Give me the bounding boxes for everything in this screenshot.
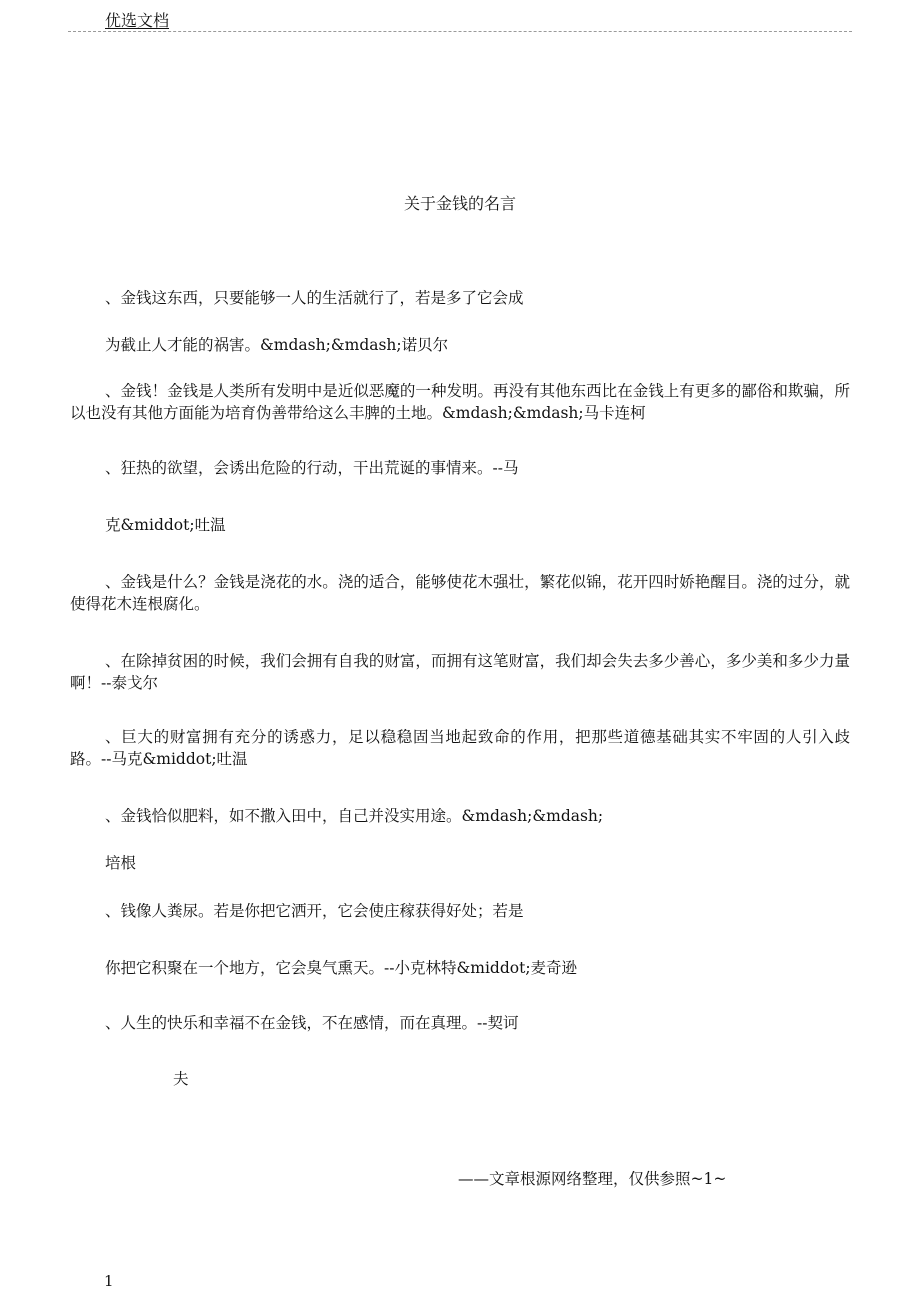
text-line: 克&middot;吐温 bbox=[105, 516, 226, 534]
text-line: 、人生的快乐和幸福不在金钱，不在感情，而在真理。--契诃 bbox=[105, 1014, 519, 1032]
text-line: 、钱像人粪尿。若是你把它洒开，它会使庄稼获得好处；若是 bbox=[105, 902, 524, 920]
text-line: 为截止人才能的祸害。&mdash;&mdash;诺贝尔 bbox=[105, 336, 449, 354]
text-line: 夫 bbox=[173, 1070, 189, 1088]
text-paragraph: 、金钱！金钱是人类所有发明中是近似恶魔的一种发明。再没有其他东西比在金钱上有更多的鄙俗和欺骗，所以也没有其他方面能为培育伪善带给这么丰脾的土地。&mdash;&mdash;马卡连柯 bbox=[70, 382, 850, 422]
source-note: ——文章根源网络整理，仅供参照~1~ bbox=[458, 1170, 727, 1188]
document-title: 关于金钱的名言 bbox=[403, 194, 516, 213]
header-label: 优选文档 bbox=[105, 11, 170, 30]
header-divider bbox=[68, 31, 852, 32]
text-line: 、狂热的欲望，会诱出危险的行动，干出荒诞的事情来。--马 bbox=[105, 459, 519, 477]
text-paragraph: 、巨大的财富拥有充分的诱惑力，足以稳稳固当地起致命的作用，把那些道德基础其实不牢固的人引入歧路。--马克&middot;吐温 bbox=[70, 728, 850, 768]
page-number: 1 bbox=[104, 1272, 114, 1290]
text-line: 、金钱这东西，只要能够一人的生活就行了，若是多了它会成 bbox=[105, 289, 524, 307]
text-line: 、金钱恰似肥料，如不撒入田中，自己并没实用途。&mdash;&mdash; bbox=[105, 807, 604, 825]
text-paragraph: 、金钱是什么？金钱是浇花的水。浇的适合，能够使花木强壮，繁花似锦，花开四时娇艳醒目。浇的过分，就使得花木连根腐化。 bbox=[70, 573, 850, 613]
text-paragraph: 、在除掉贫困的时候，我们会拥有自我的财富，而拥有这笔财富，我们却会失去多少善心，多少美和多少力量啊！--泰戈尔 bbox=[70, 652, 850, 692]
text-line: 你把它积聚在一个地方，它会臭气熏天。--小克林特&middot;麦奇逊 bbox=[105, 959, 578, 977]
text-line: 培根 bbox=[105, 854, 137, 872]
